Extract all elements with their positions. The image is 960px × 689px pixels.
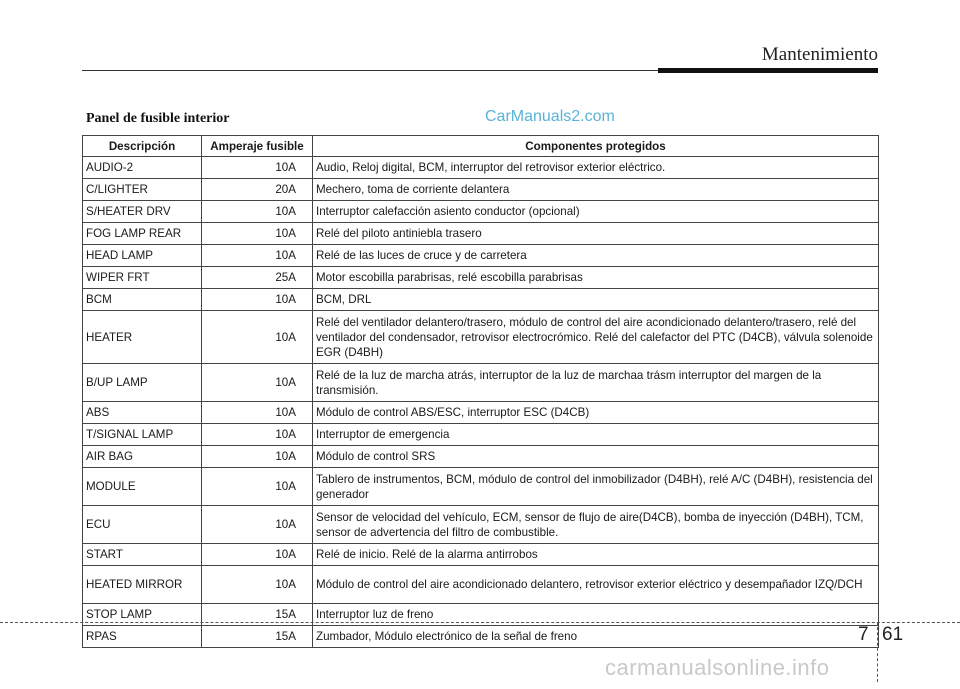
fuse-description: ABS: [83, 402, 202, 424]
fuse-description: S/HEATER DRV: [83, 201, 202, 223]
footer-dashed-rule: [0, 622, 960, 623]
fuse-description: C/LIGHTER: [83, 179, 202, 201]
table-row: [83, 544, 879, 566]
fuse-description: AIR BAG: [83, 446, 202, 468]
fuse-description: STOP LAMP: [83, 604, 202, 626]
header-rule-thin: [82, 70, 660, 71]
column-header-components: Componentes protegidos: [313, 136, 879, 157]
fuse-amperage: 10A: [202, 245, 313, 267]
watermark-top: CarManuals2.com: [485, 108, 615, 125]
fuse-description: WIPER FRT: [83, 267, 202, 289]
table-row: [83, 157, 879, 179]
fuse-description: FOG LAMP REAR: [83, 223, 202, 245]
fuse-description: HEATER: [83, 311, 202, 364]
fuse-components: Tablero de instrumentos, BCM, módulo de control del inmobilizador (D4BH), relé A/C (D4BH), resistencia del generador: [313, 468, 879, 506]
table-row: [83, 201, 879, 223]
fuse-description: START: [83, 544, 202, 566]
page-number: 61: [882, 624, 904, 645]
table-row: [83, 506, 879, 544]
table-row: [83, 446, 879, 468]
fuse-description: HEATED MIRROR: [83, 566, 202, 604]
fuse-amperage: 10A: [202, 544, 313, 566]
fuse-description: MODULE: [83, 468, 202, 506]
fuse-components: Relé del ventilador delantero/trasero, módulo de control del aire acondicionado delantero/trasero, relé del ventilador del condensador, retrovisor electrocrómico. Relé del calefactor del PTC (D4CB), válvula solenoide EGR (D4BH): [313, 311, 879, 364]
chapter-number: 7: [858, 624, 869, 645]
fuse-components: Módulo de control del aire acondicionado delantero, retrovisor exterior eléctrico y desempañador IZQ/DCH: [313, 566, 879, 604]
table-row: [83, 468, 879, 506]
fuse-description: AUDIO-2: [83, 157, 202, 179]
fuse-description: BCM: [83, 289, 202, 311]
table-row: [83, 223, 879, 245]
fuse-components: Sensor de velocidad del vehículo, ECM, sensor de flujo de aire(D4CB), bomba de inyección (D4BH), TCM, sensor de advertencia del filtro de combustible.: [313, 506, 879, 544]
fuse-amperage: 10A: [202, 311, 313, 364]
fuse-amperage: 10A: [202, 157, 313, 179]
fuse-amperage: 10A: [202, 364, 313, 402]
table-row: [83, 179, 879, 201]
fuse-amperage: 15A: [202, 626, 313, 648]
fuse-components: Audio, Reloj digital, BCM, interruptor del retrovisor exterior eléctrico.: [313, 157, 879, 179]
table-row: [83, 245, 879, 267]
footer-dashed-divider: [877, 622, 878, 682]
fuse-components: Relé de inicio. Relé de la alarma antirrobos: [313, 544, 879, 566]
fuse-amperage: 10A: [202, 223, 313, 245]
table-row: [83, 424, 879, 446]
fuse-amperage: 10A: [202, 506, 313, 544]
fuse-amperage: 10A: [202, 566, 313, 604]
fuse-amperage: 20A: [202, 179, 313, 201]
fuse-amperage: 10A: [202, 424, 313, 446]
fuse-description: HEAD LAMP: [83, 245, 202, 267]
fuse-components: Zumbador, Módulo electrónico de la señal de freno: [313, 626, 879, 648]
column-header-amperage: Amperaje fusible: [202, 136, 313, 157]
table-header-row: [83, 136, 879, 157]
fuse-amperage: 10A: [202, 446, 313, 468]
table-row: [83, 626, 879, 648]
fuse-components: Motor escobilla parabrisas, relé escobilla parabrisas: [313, 267, 879, 289]
fuse-components: Interruptor calefacción asiento conductor (opcional): [313, 201, 879, 223]
fuse-description: RPAS: [83, 626, 202, 648]
table-row: [83, 267, 879, 289]
fuse-amperage: 15A: [202, 604, 313, 626]
fuse-amperage: 10A: [202, 402, 313, 424]
table-row: [83, 402, 879, 424]
header-rule-thick: [658, 68, 878, 73]
table-row: [83, 364, 879, 402]
column-header-description: Descripción: [83, 136, 202, 157]
fuse-components: Mechero, toma de corriente delantera: [313, 179, 879, 201]
table-row: [83, 289, 879, 311]
fuse-components: Relé de la luz de marcha atrás, interruptor de la luz de marchaa trásm interruptor del margen de la transmisión.: [313, 364, 879, 402]
fuse-amperage: 10A: [202, 289, 313, 311]
fuse-components: BCM, DRL: [313, 289, 879, 311]
table-row: [83, 566, 879, 604]
table-row: [83, 311, 879, 364]
fuse-description: T/SIGNAL LAMP: [83, 424, 202, 446]
fuse-amperage: 10A: [202, 201, 313, 223]
fuse-components: Módulo de control SRS: [313, 446, 879, 468]
fuse-components: Interruptor luz de freno: [313, 604, 879, 626]
fuse-components: Relé de las luces de cruce y de carretera: [313, 245, 879, 267]
fuse-table: [82, 135, 879, 648]
chapter-title: Mantenimiento: [761, 44, 878, 65]
fuse-amperage: 25A: [202, 267, 313, 289]
fuse-components: Interruptor de emergencia: [313, 424, 879, 446]
fuse-description: B/UP LAMP: [83, 364, 202, 402]
section-title: Panel de fusible interior: [86, 111, 230, 126]
watermark-bottom: carmanualsonline.info: [605, 655, 830, 680]
fuse-components: Relé del piloto antiniebla trasero: [313, 223, 879, 245]
fuse-amperage: 10A: [202, 468, 313, 506]
fuse-description: ECU: [83, 506, 202, 544]
fuse-components: Módulo de control ABS/ESC, interruptor ESC (D4CB): [313, 402, 879, 424]
